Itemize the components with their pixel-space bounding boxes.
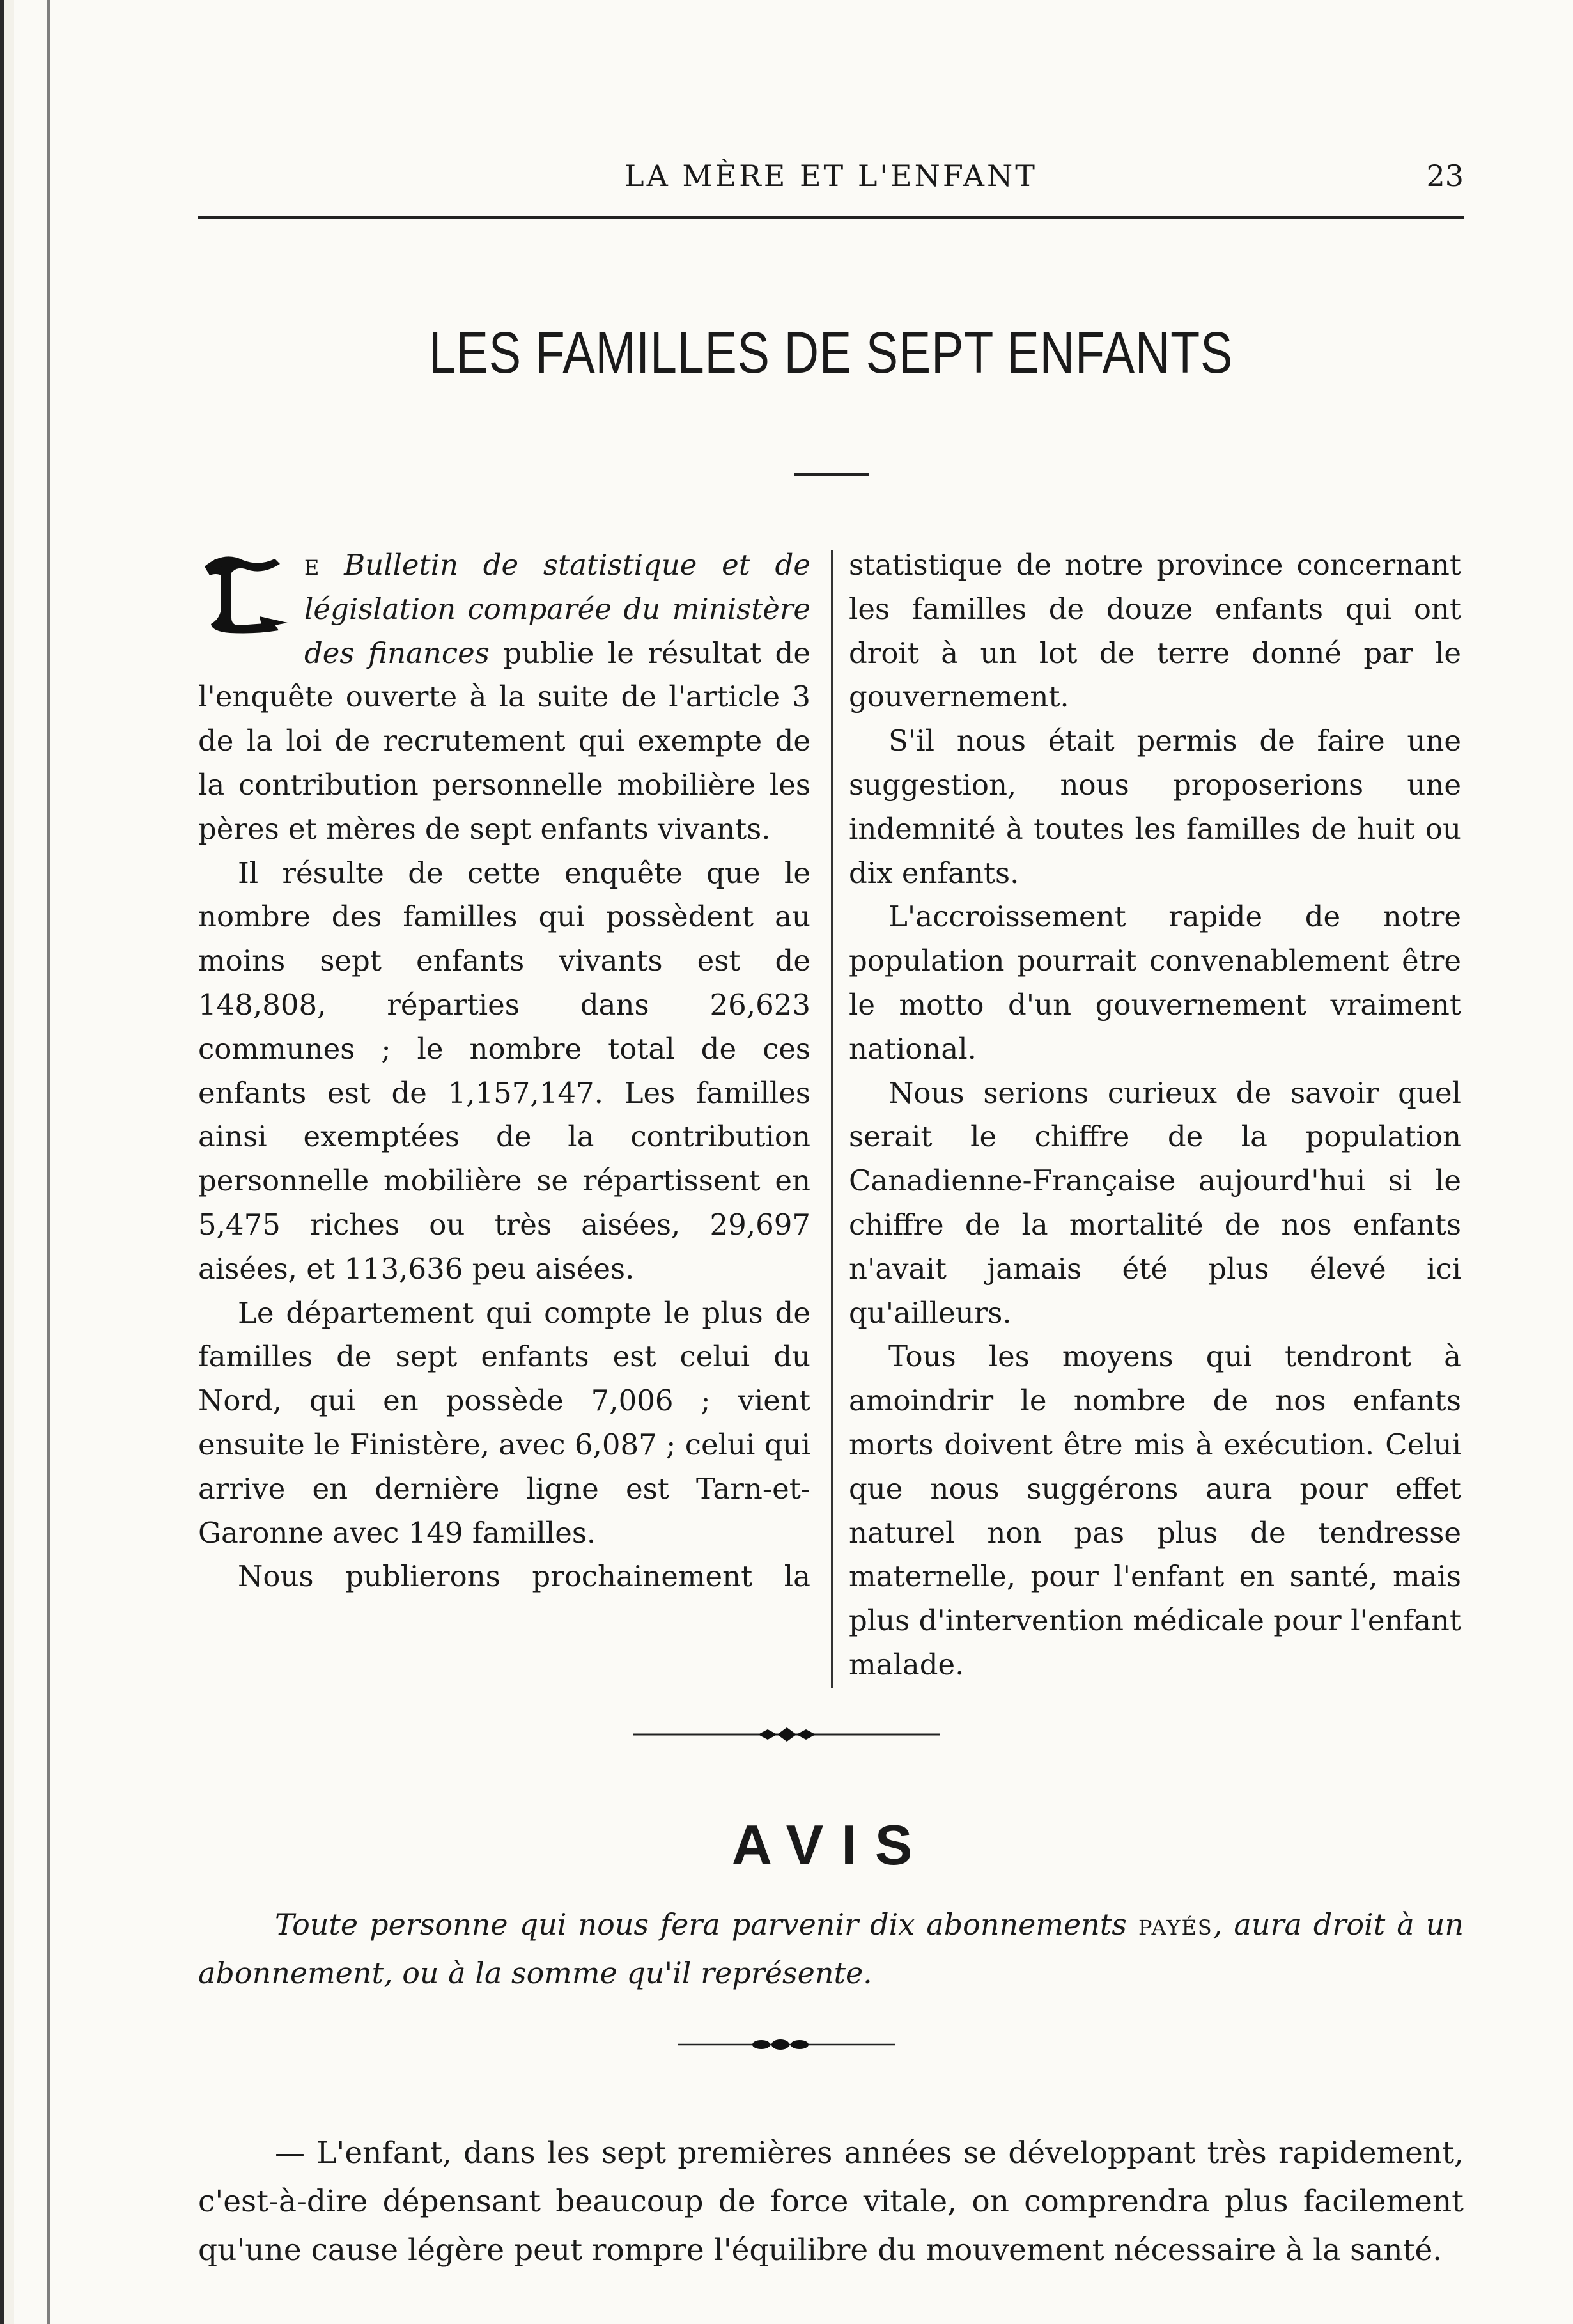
running-header bbox=[198, 153, 1464, 205]
paragraph-4: Nous publierons prochainement la bbox=[238, 1559, 810, 1594]
binding-shadow bbox=[0, 0, 14, 2324]
paragraph-1-rest: publie le résultat de l'enquête ouverte à la suite de l'article 3 de la loi de recrutement qui exempte de la contribution personnelle mobilière les pères et mères de sept enfants vivants. bbox=[198, 636, 810, 846]
divider-ornament-icon bbox=[633, 1725, 940, 1744]
right-column bbox=[849, 543, 1461, 1687]
paragraph-2: Il résulte de cette enquête que le nombre des familles qui possèdent au moins sept enfants vivants est de 148,808, réparties dans 26,623 communes ; le nombre total de ces enfants est de 1,157,147. Les familles ainsi exemptées de la contribution personnelle mobilière se répartissent en 5,475 riches ou très aisées, 29,697 aisées, et 113,636 peu aisées. bbox=[198, 855, 810, 1286]
paragraph-3: Le département qui compte le plus de familles de sept enfants est celui du Nord, qui en possède 7,006 ; vient ensuite le Finistère, avec 6,087 ; celui qui arrive en dernière ligne est Tarn-et-Garonne avec 149 familles. bbox=[198, 1295, 810, 1550]
paragraph-1 bbox=[198, 543, 810, 852]
avis-text bbox=[198, 1900, 1464, 1997]
header-rule bbox=[198, 216, 1464, 219]
bulletin-title: Bulletin de statistique et de législation comparée du ministère des finances bbox=[304, 548, 810, 670]
avis-text-start: Toute personne qui nous fera parvenir dix abonnements bbox=[275, 1907, 1138, 1942]
avis-text-end: , aura droit à un abonnement, ou à la somme qu'il représente. bbox=[198, 1907, 1464, 1990]
paragraph-9: Tous les moyens qui tendront à amoindrir le nombre de nos enfants morts doivent être mis à exécution. Celui que nous suggérons aura pour effet naturel non pas plus de tendresse maternelle, pour l'enfant en santé, mais plus d'intervention médicale pour l'enfant malade. bbox=[849, 1339, 1461, 1681]
avis-title: AVIS bbox=[731, 1813, 931, 1876]
paragraph-6: S'il nous était permis de faire une suggestion, nous proposerions une indemnité à toutes les familles de huit ou dix enfants. bbox=[849, 724, 1461, 890]
dropcap-l-icon bbox=[198, 547, 293, 637]
column-divider bbox=[831, 550, 833, 1688]
section-ornament-1 bbox=[0, 1725, 1573, 1744]
closing-note: — L'enfant, dans les sept premières années se développant très rapidement, c'est-à-dire dépensant beaucoup de force vitale, on comprendra plus facilement qu'une cause légère peut rompre l'équilibre du mouvement nécessaire à la santé. bbox=[198, 2135, 1464, 2268]
binding-line bbox=[47, 0, 50, 2324]
binding-edge bbox=[0, 0, 58, 2324]
article-title: LES FAMILLES DE SEPT ENFANTS bbox=[428, 320, 1234, 386]
dropcap-ornament bbox=[198, 547, 293, 637]
paragraph-8: Nous serions curieux de savoir quel serait le chiffre de la population Canadienne-Française aujourd'hui si le chiffre de la mortalité de nos enfants n'avait jamais été plus élevé ici qu'ailleurs. bbox=[849, 1075, 1461, 1330]
small-divider-ornament-icon bbox=[678, 2036, 895, 2053]
page-number: 23 bbox=[1426, 159, 1464, 193]
title-rule bbox=[794, 473, 869, 476]
dropcap-trailing: e bbox=[304, 548, 345, 582]
paragraph-5: statistique de notre province concernant les familles de douze enfants qui ont droit à un lot de terre donné par le gouvernement. bbox=[849, 548, 1461, 714]
avis-text-caps: payés bbox=[1138, 1907, 1213, 1942]
paragraph-7: L'accroissement rapide de notre population pourrait convenablement être le motto d'un gouvernement vraiment national. bbox=[849, 900, 1461, 1066]
left-column bbox=[198, 543, 810, 1599]
section-ornament-2 bbox=[0, 2036, 1573, 2053]
running-title: LA MÈRE ET L'ENFANT bbox=[624, 159, 1037, 193]
